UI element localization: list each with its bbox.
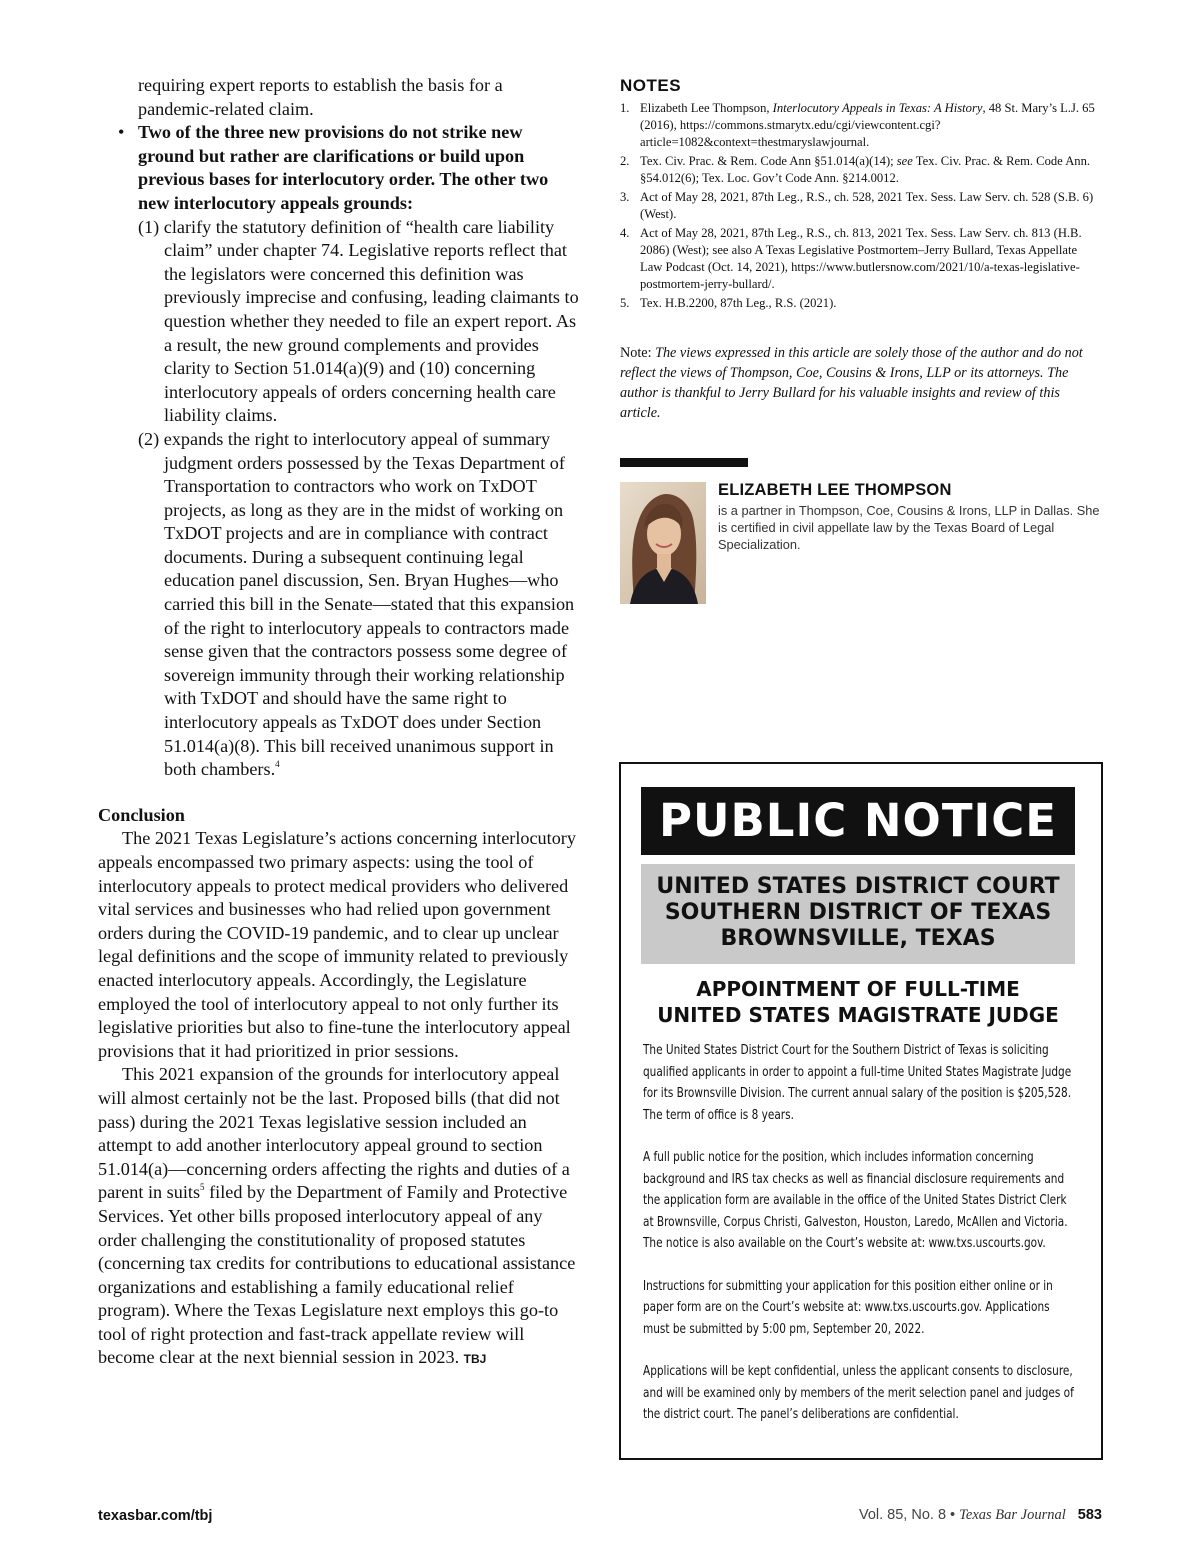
bullet-item: [98, 121, 582, 215]
author-bio: is a partner in Thompson, Coe, Cousins & Irons, LLP in Dallas. She is certified in civil appellate law by the Texas Board of Legal Specialization.: [718, 503, 1100, 552]
notice-paragraph: [643, 1361, 1079, 1426]
footnote-ref: 5: [200, 1182, 205, 1193]
notice-paragraph-text: Applications will be kept confidential, unless the applicant consents to disclosure, and will be examined only by members of the merit selection panel and judges of the district court. The panel’s deliberations are confidential.: [643, 1363, 1074, 1422]
paragraph: The 2021 Texas Legislature’s actions concerning interlocutory appeals encompassed two primary aspects: using the tool of interlocutory appeals to protect medical providers who delivered vital services and businesses who had relied upon government orders during the COVID-19 pandemic, and to clear up unclear legal definitions and the scope of immunity related to previously enacted interlocutory appeals. Accordingly, the Legislature employed the tool of interlocutory appeal to not only further its legislative priorities but also to fine-tune the interlocutory appeal provisions that it had prioritized in prior sessions.: [98, 828, 576, 1061]
note-italic-text: see: [896, 154, 913, 168]
footnote-ref: 4: [275, 759, 280, 770]
note-number: 1.: [620, 101, 630, 115]
note-number: 5.: [620, 296, 630, 310]
note-number: 3.: [620, 190, 630, 204]
notice-paragraph-text: The United States District Court for the Southern District of Texas is soliciting qualified applicants in order to appoint a full-time United States Magistrate Judge for its Brownsville Division. The current annual salary of the position is $205,528. The term of office is 8 years.: [643, 1042, 1072, 1123]
court-line: SOUTHERN DISTRICT OF TEXAS: [664, 900, 1052, 925]
notice-paragraph: [643, 1276, 1079, 1341]
author-name: ELIZABETH LEE THOMPSON: [718, 481, 952, 499]
note-item: [620, 189, 1102, 223]
article-body: [98, 74, 582, 1372]
notice-paragraph: [643, 1147, 1079, 1255]
court-line: BROWNSVILLE, TEXAS: [720, 926, 996, 951]
end-mark: TBJ: [463, 1352, 487, 1367]
public-notice-box: [619, 762, 1103, 1460]
note-number: 2.: [620, 154, 630, 168]
notice-paragraph-text: Instructions for submitting your application for this position either online or in paper form are on the Court’s website at: www.txs.uscourts.gov. Applications must be submitted by 5:00 pm, September 20, 2022.: [643, 1277, 1053, 1337]
footer-volume: Vol. 85, No. 8: [858, 1507, 947, 1523]
item-text: clarify the statutory definition of “health care liability claim” under chapter 74. Legislative reports reflect that the legislators were concerned this definition was previously imprecise and confusing, leading claimants to question whether they needed to file an expert report. As a result, the new ground complements and provides clarity to Section 51.014(a)(9) and (10) concerning interlocutory appeals of orders concerning health care liability claims.: [163, 216, 579, 426]
note-text: Tex. H.B.2200, 87th Leg., R.S. (2021).: [640, 296, 837, 310]
note-text: Act of May 28, 2021, 87th Leg., R.S., ch. 813, 2021 Tex. Sess. Law Serv. ch. 813 (H.B. 2086) (West); see also A Texas Legislative Postmortem–Jerry Bullard, Texas Appellate Law Podcast (Oct. 14, 2021), https://www.butlersnow.com/2021/10/a-texas-legislative-postmortem-jerry-bullard/.: [640, 226, 1082, 291]
item-text: expands the right to interlocutory appeal of summary judgment orders possessed by the Texas Department of Transportation to contractors who work on TxDOT projects, as long as they are in the midst of working on TxDOT projects and are in compliance with contract documents. During a subsequent continuing legal education panel discussion, Sen. Bryan Hughes—who carried this bill in the Senate—stated that this expansion of the right to interlocutory appeals to contractors made sense given that the contractors possess some degree of sovereign immunity through their working relationship with TxDOT and should have the same right to interlocutory appeals as TxDOT does under Section 51.014(a)(8). This bill received unanimous support in both chambers.: [163, 428, 575, 780]
footer-website: texasbar.com/tbj: [98, 1508, 213, 1524]
numbered-item-2: [98, 428, 582, 782]
disclaimer: [620, 343, 1102, 423]
note-text: Tex. Civ. Prac. & Rem. Code Ann. §54.012(6); Tex. Loc. Gov’t Code Ann. §214.0012.: [640, 154, 1091, 185]
numbered-item-1: [98, 216, 582, 428]
bullet-bold-text: Two of the three new provisions do not strike new ground but rather are clarifications or build upon previous bases for interlocutory order. The other two new interlocutory appeals grounds:: [138, 122, 549, 213]
continuation-text: requiring expert reports to establish the basis for a pandemic-related claim.: [138, 75, 503, 119]
disclaimer-label: Note:: [620, 345, 656, 361]
paragraph: [98, 1063, 582, 1372]
appointment-line: UNITED STATES MAGISTRATE JUDGE: [657, 1003, 1059, 1027]
note-text: Act of May 28, 2021, 87th Leg., R.S., ch. 528, 2021 Tex. Sess. Law Serv. ch. 528 (S.B. 6) (West).: [640, 190, 1094, 221]
author-divider: [620, 458, 748, 467]
note-text: , 48 St. Mary’s L.J. 65 (2016), https://commons.stmarytx.edu/cgi/viewcontent.cgi?article=1082&context=thestmaryslawjournal.: [640, 101, 1095, 149]
note-item: [620, 153, 1102, 187]
notes-section: [620, 76, 1102, 314]
disclaimer-text: The views expressed in this article are solely those of the author and do not reflect the views of Thompson, Coe, Cousins & Irons, LLP or its attorneys. The author is thankful to Jerry Bullard for his valuable insights and review of this article.: [620, 345, 1083, 421]
paragraph-text: filed by the Department of Family and Protective Services. Yet other bills proposed interlocutory appeal of any order challenging the constitutionality of proposed statutes (concerning tax credits for contributions to educational assistance organizations and establishing a family educational relief program). Where the Texas Legislature next employs this go-to tool of right protection and fast-track appellate review will become clear at the next biennial session in 2023.: [98, 1182, 576, 1368]
notice-banner: PUBLIC NOTICE: [641, 787, 1075, 855]
note-text: Tex. Civ. Prac. & Rem. Code Ann §51.014(a)(14);: [640, 154, 897, 168]
section-heading: Conclusion: [98, 804, 185, 825]
notes-list: [620, 100, 1102, 312]
notice-paragraph-text: A full public notice for the position, which includes information concerning background and IRS tax checks as well as financial disclosure requirements and the application form are available in the office of the United States District Clerk at Brownsville, Corpus Christi, Galveston, Houston, Laredo, McAllen and Victoria. The notice is also available on the Court’s website at: www.txs.uscourts.gov.: [643, 1149, 1068, 1251]
appointment-line: APPOINTMENT OF FULL-TIME: [696, 977, 1020, 1001]
notes-title: NOTES: [620, 76, 682, 95]
note-number: 4.: [620, 226, 630, 240]
notice-paragraph: [643, 1040, 1079, 1126]
court-line: UNITED STATES DISTRICT COURT: [656, 874, 1060, 899]
author-photo: [620, 482, 706, 604]
footer-journal: Texas Bar Journal: [959, 1507, 1066, 1523]
footer-bullet: •: [950, 1507, 956, 1523]
item-number: (2): [138, 428, 160, 449]
appointment-heading: [641, 976, 1075, 1028]
note-item: [620, 100, 1102, 151]
note-text: Elizabeth Lee Thompson,: [640, 101, 773, 115]
item-number: (1): [138, 216, 160, 237]
footer-issue: [859, 1507, 1102, 1524]
paragraph-text: This 2021 expansion of the grounds for interlocutory appeal will almost certainly not be the last. Proposed bills (that did not pass) during the 2021 Texas legislative session included an attempt to add another interlocutory appeal ground to section 51.014(a)—concerning orders affecting the rights and duties of a parent in suits: [98, 1064, 570, 1203]
bullet-dot: •: [118, 122, 125, 143]
page-number: 583: [1077, 1507, 1102, 1523]
note-item: [620, 295, 1102, 312]
note-item: [620, 225, 1102, 293]
court-heading: [641, 864, 1075, 964]
note-italic-text: Interlocutory Appeals in Texas: A History: [772, 101, 983, 115]
notice-body: [643, 1040, 1079, 1447]
